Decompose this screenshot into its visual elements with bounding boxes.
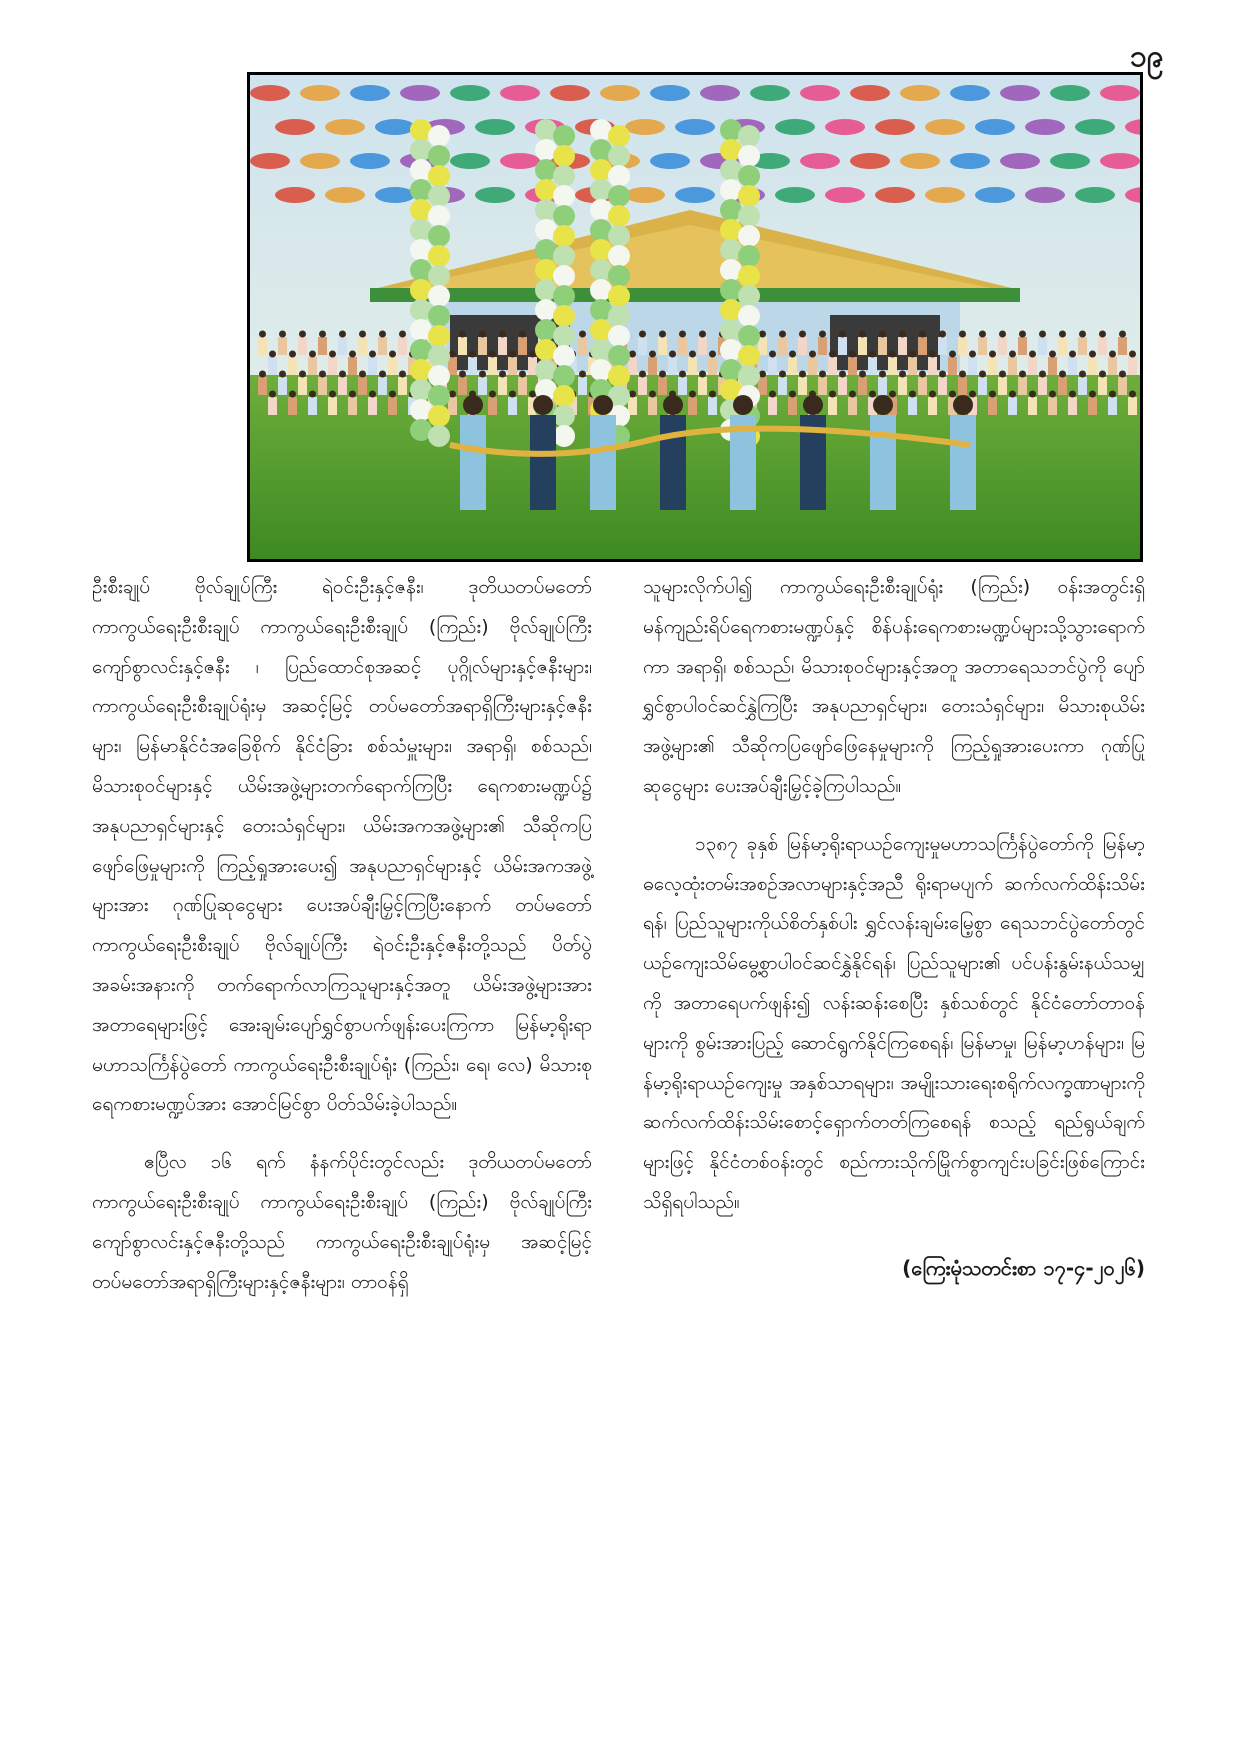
page-number: ၁၉ (1130, 39, 1164, 74)
left-column (92, 568, 592, 1302)
paragraph-3: သူများလိုက်ပါ၍ ကာကွယ်ရေးဦးစီးချုပ်ရုံး (ကြည်း) ဝန်းအတွင်းရှိ မန်ကျည်းရိပ်ရေကစားမဏ္ဍပ်နှင့် စိန်ပန်းရေကစားမဏ္ဍပ်များသို့သွားရောက်ကာ အရာရှိ၊ စစ်သည်၊ မိသားစုဝင်များနှင့်အတူ အတာရေသဘင်ပွဲကို ပျော်ရွှင်စွာပါဝင်ဆင်နွှဲကြပြီး အနုပညာရှင်များ၊ တေးသံရှင်များ၊ မိသားစုယိမ်းအဖွဲ့များ၏ သီဆိုကပြဖျော်ဖြေနေမှုများကို ကြည့်ရှုအားပေးကာ ဂုဏ်ပြုဆုငွေများ ပေးအပ်ချီးမြှင့်ခဲ့ကြပါသည်။ (643, 576, 1145, 797)
paragraph-4: ၁၃၈၇ ခုနှစ် မြန်မာ့ရိုးရာယဉ်ကျေးမှုမဟာသင်္ကြန်ပွဲတော်ကို မြန်မာ့ဓလေ့ထုံးတမ်းအစဉ်အလာများနှင့်အညီ ရိုးရာမပျက် ဆက်လက်ထိန်းသိမ်းရန်၊ ပြည်သူများကိုယ်စိတ်နှစ်ပါး ရွှင်လန်းချမ်းမြေ့စွာ ရေသဘင်ပွဲတော်တွင် ယဉ်ကျေးသိမ်မွေ့စွာပါဝင်ဆင်နွှဲနိုင်ရန်၊ ပြည်သူများ၏ ပင်ပန်းနွမ်းနယ်သမျှကို အတာရေပက်ဖျန်း၍ လန်းဆန်းစေပြီး နှစ်သစ်တွင် နိုင်ငံတော်တာဝန်များကို စွမ်းအားပြည့် ဆောင်ရွက်နိုင်ကြစေရန်၊ မြန်မာမှု၊ မြန်မာ့ဟန်များ၊ မြန်မာ့ရိုးရာယဉ်ကျေးမှု အနှစ်သာရများ၊ အမျိုးသားရေးစရိုက်လက္ခဏာများကို ဆက်လက်ထိန်းသိမ်းစောင့်ရှောက်တတ်ကြစေရန် စသည့် ရည်ရွယ်ချက်များဖြင့် နိုင်ငံတစ်ဝန်းတွင် စည်ကားသိုက်မြိုက်စွာကျင်းပခြင်းဖြစ်ကြောင်း သိရှိရပါသည်။ (643, 832, 1145, 1213)
paragraph-1: ဦးစီးချုပ် ဗိုလ်ချုပ်ကြီး ရဲဝင်းဦးနှင့်ဇနီး၊ ဒုတိယတပ်မတော် ကာကွယ်ရေးဦးစီးချုပ် ကာကွယ်ရေးဦးစီးချုပ် (ကြည်း) ဗိုလ်ချုပ်ကြီး ကျော်စွာလင်းနှင့်ဇနီး ၊ ပြည်ထောင်စုအဆင့် ပုဂ္ဂိုလ်များနှင့်ဇနီးများ၊ ကာကွယ်ရေးဦးစီးချုပ်ရုံးမှ အဆင့်မြင့် တပ်မတော်အရာရှိကြီးများနှင့်ဇနီးများ၊ မြန်မာနိုင်ငံအခြေစိုက် နိုင်ငံခြား စစ်သံမှူးများ၊ အရာရှိ၊ စစ်သည်၊ မိသားစုဝင်များနှင့် ယိမ်းအဖွဲ့များတက်ရောက်ကြပြီး ရေကစားမဏ္ဍပ်၌ အနုပညာရှင်များနှင့် တေးသံရှင်များ၊ ယိမ်းအကအဖွဲ့များ၏ သီဆိုကပြဖျော်ဖြေမှုများကို ကြည့်ရှုအားပေး၍ အနုပညာရှင်များနှင့် ယိမ်းအကအဖွဲ့များအား ဂုဏ်ပြုဆုငွေများ ပေးအပ်ချီးမြှင့်ကြပြီးနောက် တပ်မတော်ကာကွယ်ရေးဦးစီးချုပ် ဗိုလ်ချုပ်ကြီး ရဲဝင်းဦးနှင့်ဇနီးတို့သည် ပိတ်ပွဲအခမ်းအနားကို တက်ရောက်လာကြသူများနှင့်အတူ ယိမ်းအဖွဲ့များအား အတာရေများဖြင့် အေးချမ်းပျော်ရွှင်စွာပက်ဖျန်းပေးကြကာ မြန်မာ့ရိုးရာမဟာသင်္ကြန်ပွဲတော် ကာကွယ်ရေးဦးစီးချုပ်ရုံး (ကြည်း၊ ရေ၊ လေ) မိသားစုရေကစားမဏ္ဍပ်အား အောင်မြင်စွာ ပိတ်သိမ်းခဲ့ပါသည်။ (92, 576, 592, 1116)
photo-image (250, 75, 1140, 559)
article-photo (247, 72, 1143, 562)
source-credit: (ကြေးမုံသတင်းစာ ၁၇-၄-၂၀၂၆) (902, 1255, 1145, 1280)
paragraph-2: ဧပြီလ ၁၆ ရက် နံနက်ပိုင်းတွင်လည်း ဒုတိယတပ်မတော် ကာကွယ်ရေးဦးစီးချုပ် ကာကွယ်ရေးဦးစီးချုပ် (ကြည်း) ဗိုလ်ချုပ်ကြီး ကျော်စွာလင်းနှင့်ဇနီးတို့သည် ကာကွယ်ရေးဦးစီးချုပ်ရုံးမှ အဆင့်မြင့်တပ်မတော်အရာရှိကြီးများနှင့်ဇနီးများ၊ တာဝန်ရှိ (92, 1151, 592, 1293)
right-column (643, 568, 1145, 1289)
